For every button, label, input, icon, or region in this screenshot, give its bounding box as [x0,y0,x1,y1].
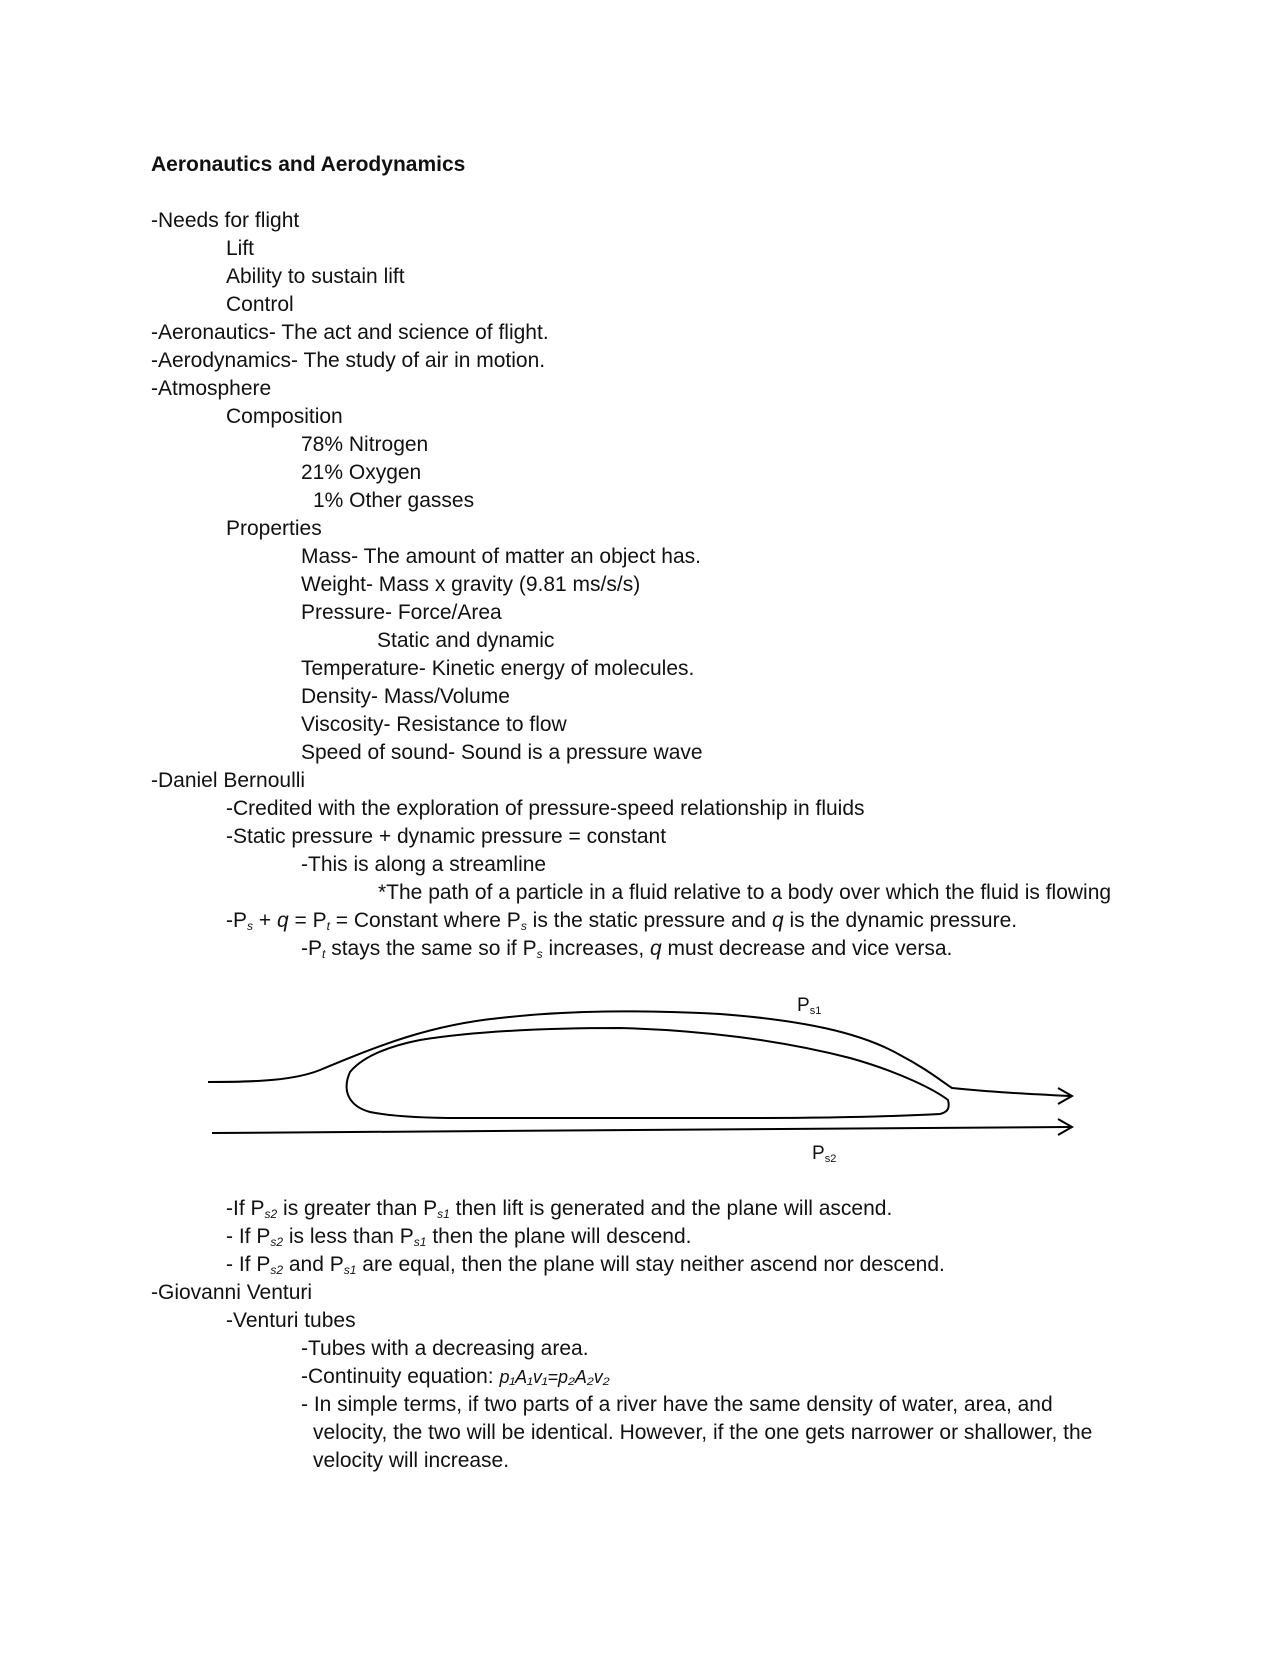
lift-rule-equal [226,1251,945,1279]
lift-rule-post: are equal, then the plane will stay neither ascend nor descend. [362,1253,945,1276]
needs-item-sustain: Ability to sustain lift [226,265,405,288]
consequence-a: stays the same so if P [331,937,537,960]
property-weight: Weight- Mass x gravity (9.81 ms/s/s) [301,573,641,596]
lower-pressure-sub: s2 [824,1153,837,1165]
upper-arrowhead [1058,1088,1072,1104]
lift-rule-sub-b: s1 [437,1207,450,1221]
property-pressure-sub: Static and dynamic [377,629,555,652]
upper-streamline [208,1011,1070,1096]
property-speed-of-sound: Speed of sound- Sound is a pressure wave [301,741,703,764]
bernoulli-credited: -Credited with the exploration of pressure-speed relationship in fluids [226,797,865,820]
property-mass: Mass- The amount of matter an object has. [301,545,701,568]
venturi-tubes: -Venturi tubes [226,1309,356,1332]
formula-q-2: q [771,909,784,932]
lift-rule-mid: is less than P [288,1225,414,1248]
bernoulli-formula [226,907,1017,935]
lower-pressure-label [812,1143,836,1165]
lower-pressure-p: P [812,1143,825,1164]
venturi-simple-terms-2: velocity, the two will be identical. However, if the one gets narrower or shallower, the [313,1421,1093,1444]
venturi-simple-terms-3: velocity will increase. [313,1449,510,1472]
property-viscosity: Viscosity- Resistance to flow [301,713,567,736]
lift-rule-post: then the plane will descend. [432,1225,692,1248]
bernoulli-equation-words: -Static pressure + dynamic pressure = constant [226,825,667,848]
consequence-q: q [650,937,662,960]
upper-pressure-label [797,995,821,1017]
needs-item-lift: Lift [226,237,255,260]
consequence-t-sub: t [322,947,326,961]
bernoulli-heading: -Daniel Bernoulli [151,769,306,792]
lift-rule-post: then lift is generated and the plane will ascend. [455,1197,893,1220]
upper-pressure-sub: s1 [809,1005,822,1017]
formula-plus: + [258,909,272,932]
lift-rule-mid: and P [288,1253,344,1276]
lift-rule-ascend [226,1195,892,1223]
lift-rule-sub-a: s2 [270,1263,284,1277]
aeronautics-definition: -Aeronautics- The act and science of flight. [151,321,549,344]
formula-rest2: is the static pressure and [532,909,767,932]
formula-s-sub-2: s [520,919,527,933]
bernoulli-streamline: -This is along a streamline [301,853,547,876]
consequence-p: -P [301,937,322,960]
formula-rest3: is the dynamic pressure. [789,909,1018,932]
bernoulli-consequence [301,935,952,963]
needs-heading: -Needs for flight [151,209,300,232]
properties-heading: Properties [226,517,322,540]
composition-other: 1% Other gasses [313,489,475,512]
lift-rule-sub-b: s1 [413,1235,427,1249]
formula-eq: = P [294,909,327,932]
lift-rule-pre: -If P [226,1197,265,1220]
lift-rule-pre: - If P [226,1225,271,1248]
lift-rule-sub-a: s2 [270,1235,284,1249]
upper-pressure-p: P [797,995,810,1016]
consequence-c: must decrease and vice versa. [667,937,953,960]
atmosphere-heading: -Atmosphere [151,377,272,400]
formula-t-sub: t [326,919,330,933]
formula-rest: = Constant where P [335,909,521,932]
lift-rule-mid: is greater than P [283,1197,438,1220]
venturi-heading: -Giovanni Venturi [151,1281,313,1304]
venturi-continuity [301,1363,610,1391]
formula-p: -P [226,909,247,932]
venturi-decreasing: -Tubes with a decreasing area. [301,1337,589,1360]
formula-s-sub: s [247,919,253,933]
lift-rule-sub-b: s1 [343,1263,357,1277]
composition-oxygen: 21% Oxygen [301,461,422,484]
bernoulli-streamline-def: *The path of a particle in a fluid relative to a body over which the fluid is flowing [378,881,1112,904]
venturi-simple-terms-1: - In simple terms, if two parts of a river have the same density of water, area, and [301,1393,1053,1416]
lower-arrowhead [1058,1119,1072,1135]
page-title: Aeronautics and Aerodynamics [151,153,466,176]
property-density: Density- Mass/Volume [301,685,510,708]
continuity-label: -Continuity equation: [301,1365,494,1388]
needs-item-control: Control [226,293,294,316]
property-temperature: Temperature- Kinetic energy of molecules. [301,657,695,680]
property-pressure: Pressure- Force/Area [301,601,502,624]
composition-heading: Composition [226,405,343,428]
lower-streamline [212,1127,1070,1133]
consequence-b: increases, [548,937,645,960]
airfoil-outline [347,1028,949,1118]
continuity-equation: p₁A₁v₁=p₂A₂v₂ [499,1367,610,1387]
composition-nitrogen: 78% Nitrogen [301,433,429,456]
formula-q: q [276,909,289,932]
lift-rule-sub-a: s2 [264,1207,278,1221]
consequence-s-sub: s [536,947,543,961]
lift-rule-descend [226,1223,692,1251]
aerodynamics-definition: -Aerodynamics- The study of air in motion. [151,349,546,372]
lift-rule-pre: - If P [226,1253,271,1276]
